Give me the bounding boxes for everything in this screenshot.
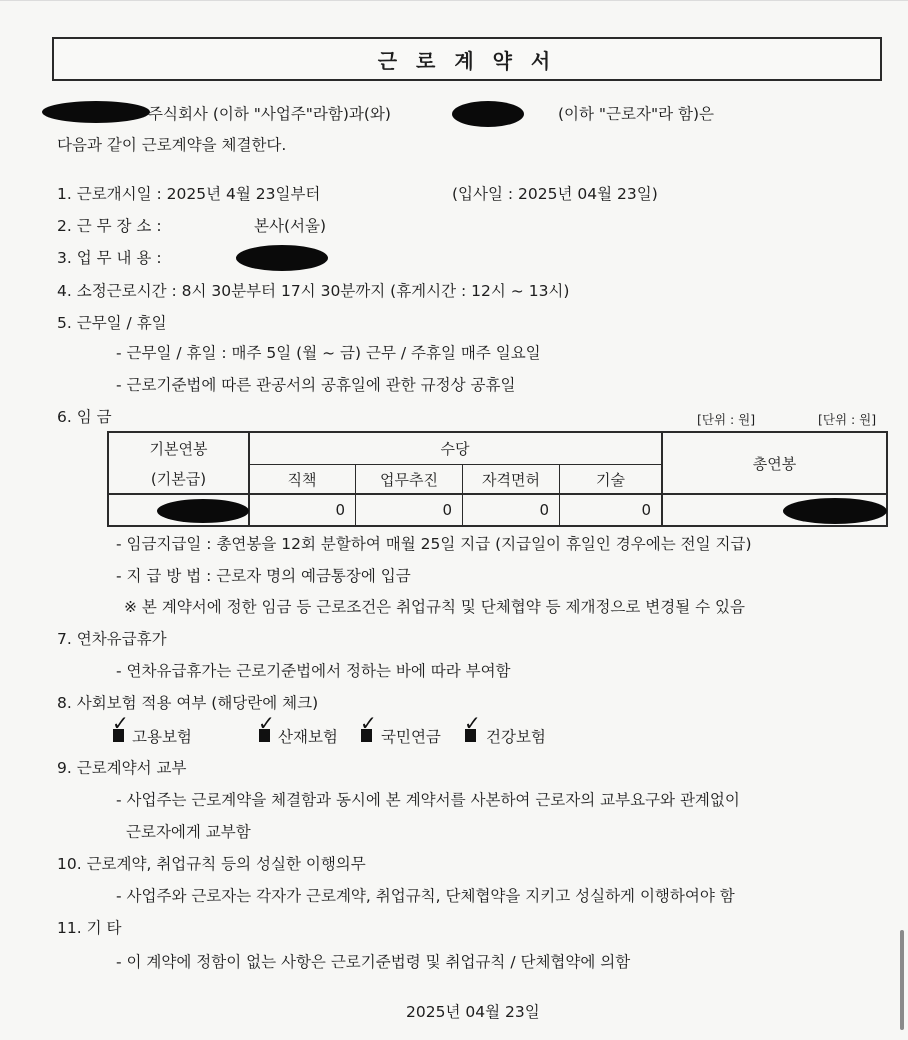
option-industrial-accident-insurance: 산재보험: [278, 728, 338, 746]
check-mark-icon: ✓: [360, 711, 377, 735]
item-11-label: 11. 기 타: [57, 919, 122, 937]
item-5-label: 5. 근무일 / 휴일: [57, 314, 167, 332]
intro-line2: 다음과 같이 근로계약을 체결한다.: [57, 136, 287, 154]
item-1-start-date: 1. 근로개시일 : 2025년 4월 23일부터: [57, 185, 321, 203]
header-base-salary: [109, 433, 248, 463]
intro-worker-text: (이하 "근로자"라 함)은: [558, 105, 714, 123]
item-3-label: 3. 업 무 내 용 :: [57, 249, 162, 267]
header-base-salary-sub: [109, 463, 248, 493]
top-edge: [0, 0, 908, 1]
item-5-holidays: - 근로기준법에 따른 관공서의 공휴일에 관한 규정상 공휴일: [116, 376, 516, 394]
option-employment-insurance: 고용보험: [132, 728, 192, 746]
value-technical: 0: [641, 501, 651, 519]
item-9-delivery-line2: 근로자에게 교부함: [126, 823, 251, 841]
item-7-label: 7. 연차유급휴가: [57, 630, 167, 648]
item-6-label: 6. 임 금: [57, 408, 112, 426]
item-8-label: 8. 사회보험 적용 여부 (해당란에 체크): [57, 694, 319, 712]
intro-company-text: 주식회사 (이하 "사업주"라함)과(와): [148, 105, 391, 123]
redacted-worker-name: [452, 101, 524, 127]
redacted-base-salary: [157, 499, 249, 523]
scrollbar[interactable]: [900, 930, 904, 1030]
option-national-pension: 국민연금: [381, 728, 441, 746]
header-base-salary-line2: (기본급): [150, 469, 207, 488]
check-mark-icon: ✓: [464, 711, 481, 735]
item-1-hire-date: (입사일 : 2025년 04월 23일): [452, 185, 658, 203]
item-9-label: 9. 근로계약서 교부: [57, 759, 187, 777]
value-license: 0: [539, 501, 549, 519]
title-box: [52, 37, 882, 81]
redacted-total-salary: [783, 498, 887, 524]
option-health-insurance: 건강보험: [486, 728, 546, 746]
header-position: 직책: [287, 470, 317, 489]
document-title: 근 로 계 약 서: [377, 48, 557, 73]
item-6-payment-method: - 지 급 방 법 : 근로자 명의 예금통장에 입금: [116, 567, 411, 585]
item-2-label: 2. 근 무 장 소 :: [57, 217, 162, 235]
item-5-workdays: - 근무일 / 휴일 : 매주 5일 (월 ~ 금) 근무 / 주휴일 매주 일요일: [116, 344, 541, 362]
check-mark-icon: ✓: [112, 711, 129, 735]
check-mark-icon: ✓: [258, 711, 275, 735]
item-2-workplace: 본사(서울): [254, 217, 326, 235]
item-11-other: - 이 계약에 정함이 없는 사항은 근로기준법령 및 취업규칙 / 단체협약에 의함: [116, 953, 631, 971]
unit-label-1: [단위 : 원]: [697, 412, 756, 427]
header-total-salary: 총연봉: [752, 454, 797, 473]
header-business: 업무추진: [380, 470, 438, 489]
value-position: 0: [335, 501, 345, 519]
header-allowance: 수당: [440, 440, 470, 458]
header-license: 자격면허: [482, 470, 540, 489]
contract-date: 2025년 04월 23일: [406, 1003, 540, 1021]
item-10-obligation: - 사업주와 근로자는 각자가 근로계약, 취업규칙, 단체협약을 지키고 성실하게 이행하여야 함: [116, 887, 735, 905]
wage-table: [107, 431, 888, 527]
value-business: 0: [442, 501, 452, 519]
item-6-payday: - 임금지급일 : 총연봉을 12회 분할하여 매월 25일 지급 (지급일이 휴일인 경우에는 전일 지급): [116, 535, 752, 553]
header-technical: 기술: [596, 470, 625, 489]
header-base-salary-line1: 기본연봉: [149, 439, 208, 458]
redacted-company-name: [42, 101, 150, 123]
unit-label-2: [단위 : 원]: [818, 412, 877, 427]
redacted-job-description: [236, 245, 328, 271]
item-10-label: 10. 근로계약, 취업규칙 등의 성실한 이행의무: [57, 855, 366, 873]
item-6-note: ※ 본 계약서에 정한 임금 등 근로조건은 취업규칙 및 단체협약 등 제개정으로 변경될 수 있음: [124, 598, 745, 616]
item-7-annual-leave: - 연차유급휴가는 근로기준법에서 정하는 바에 따라 부여함: [116, 662, 511, 680]
item-4-work-hours: 4. 소정근로시간 : 8시 30분부터 17시 30분까지 (휴게시간 : 12시 ~ 13시): [57, 282, 570, 300]
item-9-delivery-line1: - 사업주는 근로계약을 체결함과 동시에 본 계약서를 사본하여 근로자의 교부요구와 관계없이: [116, 791, 740, 809]
